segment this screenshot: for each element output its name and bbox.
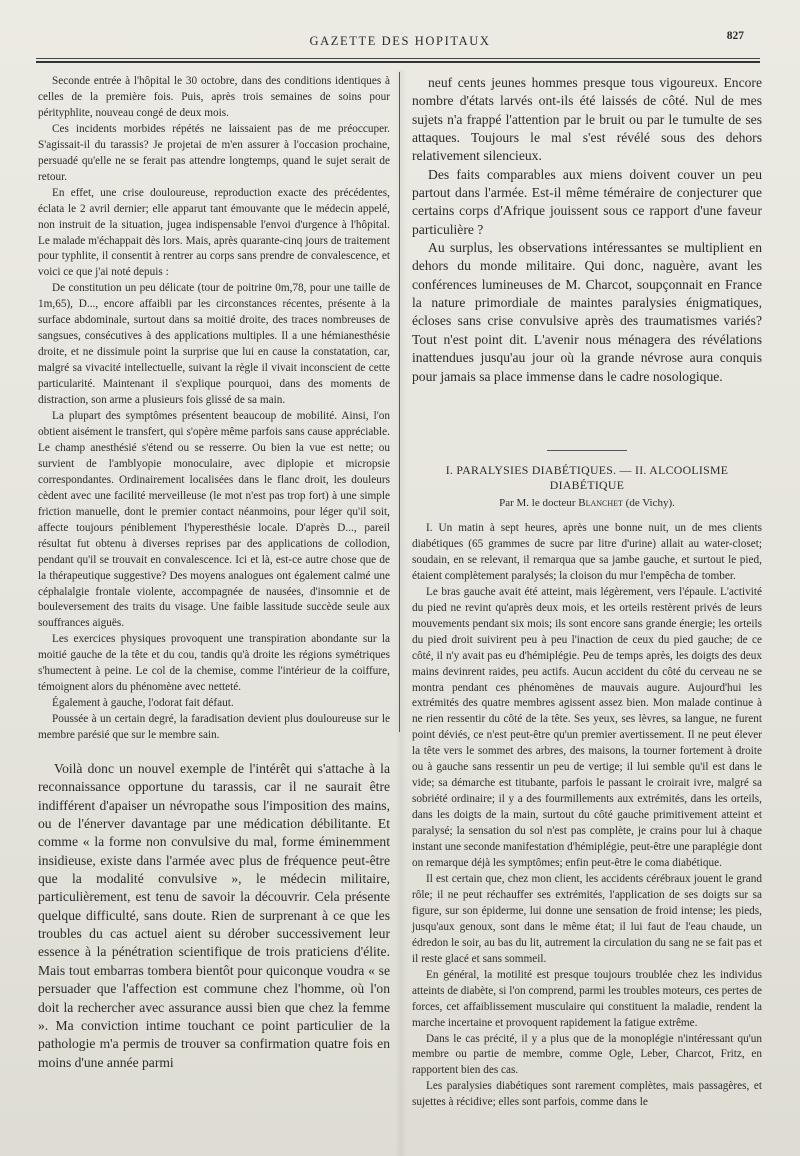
page-fold-shadow <box>395 70 407 1156</box>
column-divider <box>399 72 400 732</box>
conclusion-text <box>38 760 390 1072</box>
right-column-upper <box>412 74 762 386</box>
paragraph: En général, la motilité est presque toujours troublée chez les individus atteints de diabète, si l'on comprend, parmi les troubles moteurs, ces pertes de forces, cet affaiblissement musculaire qui constituent la maladie, rendent la marche incertaine et provoquent rapidement la fatigue extrême. <box>412 968 762 1029</box>
paragraph: Également à gauche, l'odorat fait défaut. <box>52 697 234 710</box>
header-rule-thin <box>36 58 760 59</box>
running-head: GAZETTE DES HOPITAUX <box>309 34 491 48</box>
header-rule-thick <box>36 61 760 63</box>
left-column <box>38 74 390 1072</box>
right-column-lower <box>412 440 762 1111</box>
paragraph: Des faits comparables aux miens doivent couver un peu partout dans l'armée. Est-il même téméraire de conjecturer que certains corps d'Afrique jouissent sous ce rapport d'une faveur particulière ? <box>412 166 762 237</box>
article-byline <box>412 497 762 509</box>
paragraph: Les paralysies diabétiques sont rarement complètes, mais passagères, et sujettes à récidive; elles sont parfois, comme dans le <box>412 1080 762 1109</box>
paragraph: Ces incidents morbides répétés ne laissaient pas de me préoccuper. S'agissait-il du tarassis? Je projetai de m'en assurer à l'occasion prochaine, persuadé qu'elle ne se ferait pas attendre longtemps, quand le sujet serait de retour. <box>38 122 390 183</box>
paragraph: Au surplus, les observations intéressantes se multiplient en dehors du monde militaire. Qui donc, naguère, avant les conférences lumineuses de M. Charcot, soupçonnait en France la nature primordiale de maintes paralysies énigmatiques, écloses sans crise convulsive après des traumatismes variés? Tout n'est point dit. L'avenir nous ménagera des révélations inattendues jusqu'au jour où la grande névrose aura conquis pour jamais sa place immense dans le cadre nosologique. <box>412 240 762 384</box>
byline-suffix: (de Vichy). <box>625 497 675 509</box>
paragraph: I. Un matin à sept heures, après une bonne nuit, un de mes clients diabétiques (65 grammes de sucre par litre d'urine) allait au water-closet; soudain, en se relevant, il remarqua que sa jambe gauche, et surtout le pied, étaient complètement paralysés; la cloison du mur l'empêcha de tomber. <box>412 522 762 582</box>
article-body <box>412 521 762 1111</box>
paragraph: Seconde entrée à l'hôpital le 30 octobre, dans des conditions identiques à celles de la première fois. Puis, après trois semaines de soins pour pérityphlite, nouveau congé de deux mois. <box>38 75 390 119</box>
paragraph: Le bras gauche avait été atteint, mais légèrement, vers l'épaule. L'activité du pied ne revint qu'après deux mois, et les orteils restèrent privés de leurs mouvements pendant six mois; ils sont encore sans grande énergie; les orteils du pied droit suivirent peu à peu l'inaction de ceux du pied gauche; de ce côté, il n'y avait pas eu d'hémiplégie. Peu de temps après, les doigts des deux mains devinrent raides, peu actifs. Aucun accident du côté du cerveau ne se montra pendant ces phénomènes de mauvais augure. Aujourd'hui les extrémités des quatre membres agissent assez bien. Mon malade continue à ne rien ressentir du côté de la tête. Ses yeux, ses lèvres, sa langue, ne furent point déviés, ce n'est peut-être qu'un premier avertissement. Il ne peut élever la tête vers le sommet des arbres, des maisons, la tourner fortement à droite ou à gauche sans ressentir un peu de vertige; il lui semble qu'il est dans le vide; sa démarche est titubante, parfois le passant le croirait ivre, malgré sa sobriété ordinaire; il y a des fourmillements aux extrémités, dans les orteils, dans les doigts de la main, surtout du côté gauche primitivement atteint et paralysé; la sensation du sol n'est pas complète, je crains pour lui à chaque instant une seconde manifestation d'hémiplégie, peut-être une paraplégie dont on remarque déjà les symptômes; enfin peut-être le coma diabétique. <box>412 585 762 870</box>
paragraph: Dans le cas précité, il y a plus que de la monoplégie n'intéressant qu'un membre ou partie de membre, comme Ogle, Leber, Charcot, Fritz, en rapportent bien des cas. <box>412 1032 762 1077</box>
paragraph: neuf cents jeunes hommes presque tous vigoureux. Encore nombre d'états larvés ont-ils été laissés de côté. Nul de mes sujets n'a frappé l'attention par le bruit ou par le tumulte de ses attaques. Toujours le mal s'est révélé sous des dehors relativement silencieux. <box>412 75 762 164</box>
paragraph: Il est certain que, chez mon client, les accidents cérébraux jouent le grand rôle; il ne peut réchauffer ses extrémités, l'application de ses doigts sur sa figure, sur son épiderme, lui donne une sensation de froid intense; les pieds, jusqu'aux genoux, sont dans le même état; il lui faut de l'eau chaude, un édredon le soir, au bas du lit, autrement la circulation du sang ne se fait pas et il reste glacé et sans sommeil. <box>412 872 762 965</box>
byline-prefix: Par M. le docteur <box>499 497 576 509</box>
paragraph: De constitution un peu délicate (tour de poitrine 0m,78, pour une taille de 1m,65), D..., encore affaibli par les circonstances récentes, présente à la surface abdominale, surtout dans sa moitié droite, des traces nombreuses de sangsues, consécutives à des applications multiples. Il a une hémianesthésie droite, et ne dissimule point la surprise que lui en cause la constatation, car, malgré sa vivacité intellectuelle, suivant la règle il vivait inconscient de cette particularité. Maintenant il s'explique pourquoi, dans des moments de distraction, son arme a plusieurs fois glissé de sa main. <box>38 282 390 407</box>
page-number: 827 <box>726 30 744 42</box>
paragraph: Voilà donc un nouvel exemple de l'intérêt qui s'attache à la reconnaissance opportune du tarassis, car il ne saurait être indifférent d'apaiser un névropathe sous l'imposition des mains, ou de l'énerver davantage par une médication débilitante. Et comme « la forme non convulsive du mal, forme éminemment insidieuse, existe dans l'armée avec plus de fréquence peut-être que la modalité convulsive », le médecin militaire, particulièrement, est tenu de savoir la découvrir. Cela présente quelque difficulté, sans doute. Rien de surprenant à ce que les troubles du cas actuel aient su dérober successivement leur essence à la pénétration scientifique de trois praticiens d'élite. Mais tout embarras tombera bientôt pour quiconque voudra « se persuader que l'affection est commune chez l'homme, où l'on doit la rechercher avec assurance aussi bien que chez la femme ». Ma conviction intime touchant ce point particulier de la pathologie m'a permis de trouver sa confirmation quatre fois en moins d'une année parmi <box>38 761 390 1070</box>
case-report-continuation <box>38 74 390 744</box>
section-separator <box>547 450 627 451</box>
paragraph: Les exercices physiques provoquent une transpiration abondante sur la moitié gauche de la tête et du cou, tandis qu'à droite les régions symétriques s'humectent à peine. Le col de la chemise, comme l'intérieur de la coiffure, témoignent alors du phénomène avec netteté. <box>38 633 390 694</box>
byline-author: Blanchet <box>578 497 623 509</box>
paragraph: En effet, une crise douloureuse, reproduction exacte des précédentes, éclata le 2 avril dernier; elle apparut tant émouvante que le médecin appelé, non instruit de la situation, jugea indispensable l'envoi d'urgence à l'hôpital. Le malade m'échappait dès lors. Mais, après quarante-cinq jours de traitement pour typhlite, il consentit à rentrer au corps sans prendre de convalescence, et voici ce que j'ai noté depuis : <box>38 186 390 279</box>
paragraph: Poussée à un certain degré, la faradisation devient plus douloureuse sur le membre parésié que sur le membre sain. <box>38 713 390 742</box>
article-title: I. PARALYSIES DIABÉTIQUES. — II. ALCOOLISME DIABÉTIQUE <box>445 463 729 492</box>
paragraph: La plupart des symptômes présentent beaucoup de mobilité. Ainsi, l'on obtient aisément le transfert, qui s'opère même parfois sans cause appréciable. Le champ anesthésié s'étend ou se resserre. Ou bien la vue est nette; ou survient de l'amblyopie monoculaire, avec diplopie et micropsie correspondantes. Ordinairement localisées dans le flanc droit, les douleurs cèdent avec une facilité merveilleuse (le mot n'est pas trop fort) à une simple friction manuelle, dont le premier contact néanmoins, pour léger qu'il soit, affecte toujours péniblement l'hyperesthésie locale. D'après D..., pareil résultat fut obtenu à diverses reprises par des applications de collodion, pendant qu'il se trouvait en convalescence. Ici et là, est-ce autre chose que de la thérapeutique suggestive? Des moyens analogues ont également calmé une céphalalgie frontale violente, accompagnée de nausées, d'insomnie et de bouleversement des traits du visage. Une faible lassitude succède seule aux souffrances aiguës. <box>38 410 390 630</box>
